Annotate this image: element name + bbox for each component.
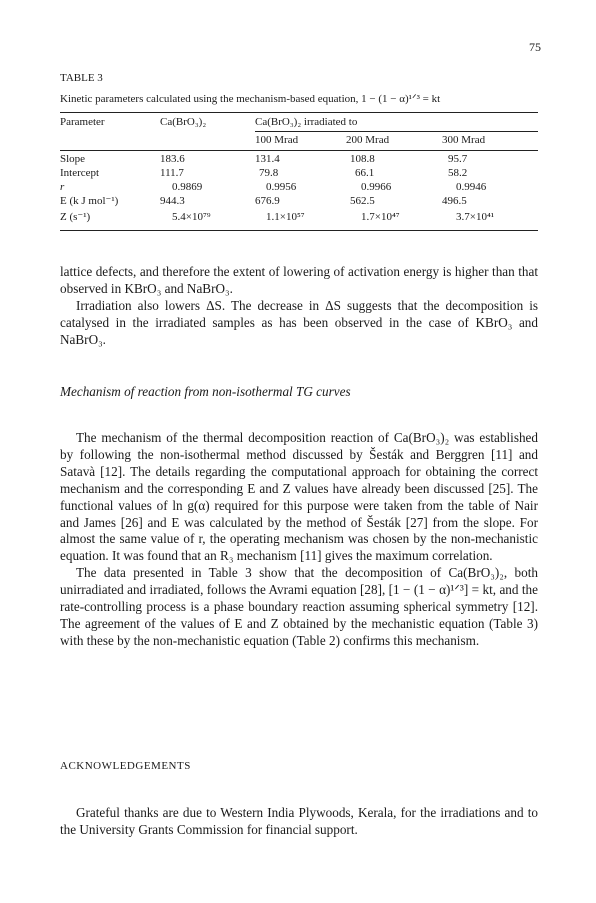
cell-dose-200: 66.1 (355, 167, 375, 179)
header-group-rule (255, 131, 538, 132)
cell-dose-200: 108.8 (350, 153, 375, 165)
header-parameter: Parameter (60, 116, 105, 128)
section-heading: Mechanism of reaction from non-isothermal TG curves (60, 384, 351, 399)
cell-dose-100: 79.8 (259, 167, 279, 179)
cell-dose-300: 95.7 (448, 153, 468, 165)
acknowledgements-text (60, 805, 538, 839)
row-label: Z (s⁻¹) (60, 211, 91, 223)
page-number: 75 (529, 40, 541, 54)
row-label: Intercept (60, 167, 100, 179)
cell-dose-300: 0.9946 (456, 181, 487, 193)
cell-unirradiated: 0.9869 (172, 181, 203, 193)
paragraph: Grateful thanks are due to Western India Plywoods, Kerala, for the irradiations and to the University Grants Commission for financial support. (60, 805, 538, 837)
header-dose-300: 300 Mrad (442, 134, 486, 146)
row-label: r (60, 181, 65, 193)
cell-dose-100: 0.9956 (266, 181, 297, 193)
cell-dose-300: 58.2 (448, 167, 468, 179)
cell-dose-100: 1.1×10⁵⁷ (266, 211, 305, 223)
body-text-upper (60, 264, 538, 349)
header-irradiated-group: Ca(BrO₃)₂ irradiated to (255, 116, 358, 128)
row-label: E (k J mol⁻¹) (60, 195, 119, 207)
paragraph: The mechanism of the thermal decomposition reaction of Ca(BrO₃)₂ was established by following the non-isothermal method discussed by Šesták and Berggren [11] and Satavà [12]. The details regarding the computational approach for obtaining the correct mechanism and the corresponding E and Z values have already been discussed [25]. The functional values of ln g(α) required for this purpose were taken from the table of Nair and James [26] and E was calculated by the method of Šesták [27] from the slope. For almost the same value of r, the operating mechanism was chosen by the non-mechanistic equation. It was found that an R₃ mechanism [11] gives the maximum correlation. (60, 430, 538, 564)
cell-dose-100: 676.9 (255, 195, 280, 207)
cell-dose-200: 562.5 (350, 195, 375, 207)
cell-unirradiated: 944.3 (160, 195, 185, 207)
table-caption: Kinetic parameters calculated using the mechanism-based equation, 1 − (1 − α)¹ᐟ³ = kt (60, 93, 441, 105)
table-bottom-rule (60, 230, 538, 231)
paragraph: Irradiation also lowers ΔS. The decrease in ΔS suggests that the decomposition is catalysed in the irradiated samples as has been observed in the case of KBrO₃ and NaBrO₃. (60, 297, 538, 347)
body-text-section (60, 430, 538, 650)
cell-dose-300: 3.7×10⁴¹ (456, 211, 495, 223)
acknowledgements-heading: ACKNOWLEDGEMENTS (60, 760, 191, 772)
cell-unirradiated: 5.4×10⁷⁹ (172, 211, 211, 223)
row-label: Slope (60, 153, 86, 165)
table-top-rule (60, 112, 538, 113)
table-title: TABLE 3 (60, 72, 103, 84)
cell-dose-300: 496.5 (442, 195, 467, 207)
header-bottom-rule (60, 150, 538, 151)
cell-unirradiated: 111.7 (160, 167, 184, 179)
cell-unirradiated: 183.6 (160, 153, 185, 165)
header-dose-100: 100 Mrad (255, 134, 299, 146)
paragraph: The data presented in Table 3 show that the decomposition of Ca(BrO₃)₂, both unirradiated and irradiated, follows the Avrami equation [28], [1 − (1 − α)¹ᐟ³] = kt, and the rate-controlling process is a phase boundary reaction assuming spherical symmetry [12]. The agreement of the values of E and Z obtained by the mechanistic equation (Table 3) with these by the non-mechanistic equation (Table 2) confirms this mechanism. (60, 565, 538, 648)
cell-dose-100: 131.4 (255, 153, 280, 165)
header-unirradiated: Ca(BrO₃)₂ (160, 116, 207, 128)
header-dose-200: 200 Mrad (346, 134, 390, 146)
cell-dose-200: 1.7×10⁴⁷ (361, 211, 400, 223)
cell-dose-200: 0.9966 (361, 181, 392, 193)
paragraph: lattice defects, and therefore the extent of lowering of activation energy is higher than that observed in KBrO₃ and NaBrO₃. (60, 264, 538, 296)
